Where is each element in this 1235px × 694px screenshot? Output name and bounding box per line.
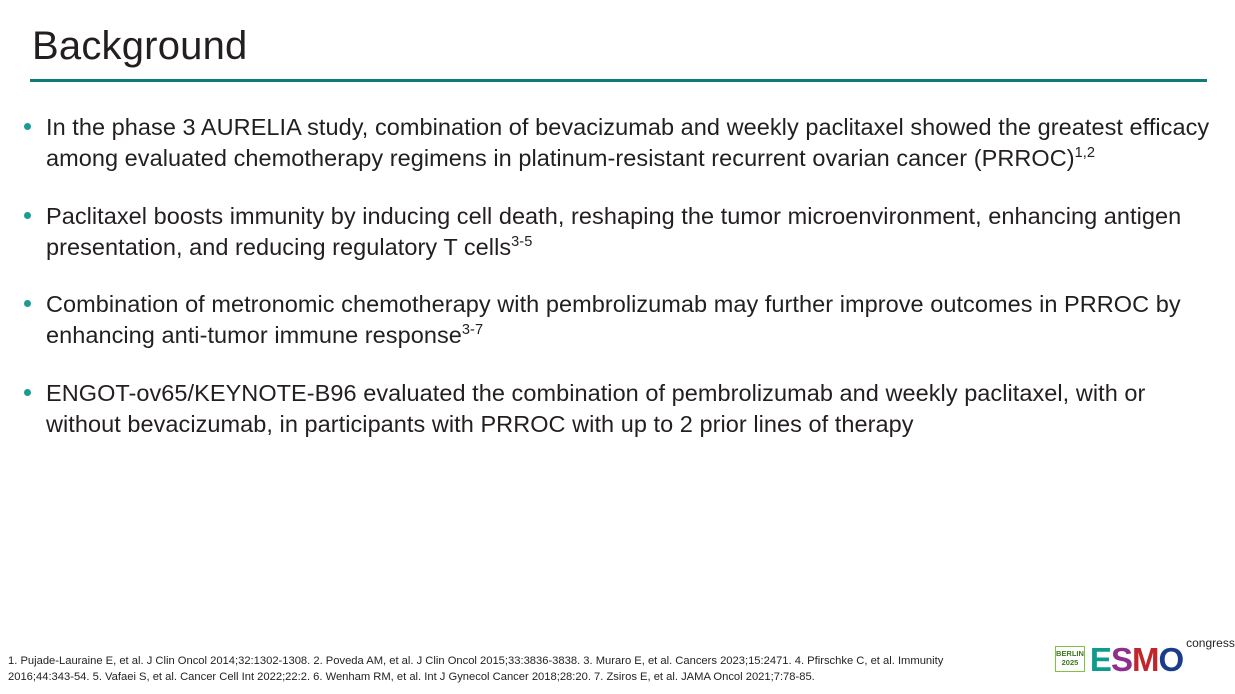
esmo-letter-o: O <box>1158 640 1184 678</box>
bullet-dot-icon <box>24 289 46 307</box>
page-title: Background <box>32 24 248 68</box>
bullet-body: Paclitaxel boosts immunity by inducing cell death, reshaping the tumor microenvironment, enhancing antigen presentation, and reducing regulatory T cells <box>46 202 1182 260</box>
logo-year: 2025 <box>1061 658 1079 667</box>
esmo-congress-logo <box>1049 630 1235 688</box>
esmo-letter-e: E <box>1089 640 1111 678</box>
esmo-wordmark-icon <box>1089 640 1184 678</box>
list-item <box>24 112 1216 175</box>
bullet-dot-icon <box>24 112 46 130</box>
list-item <box>24 378 1216 441</box>
bullet-body: Combination of metronomic chemotherapy with pembrolizumab may further improve outcomes in PRROC by enhancing anti-tumor immune response <box>46 291 1181 349</box>
bullet-text <box>46 112 1216 175</box>
bullet-dot-icon <box>24 378 46 396</box>
references-footnote: 1. Pujade-Lauraine E, et al. J Clin Oncol 2014;32:1302-1308. 2. Poveda AM, et al. J Clin Oncol 2015;33:3836-3838. 3. Muraro E, et al. Cancers 2023;15:2471. 4. Pfirschke C, et al. Immunity 2016;44:343-54. 5. Vafaei S, et al. Cancer Cell Int 2022;22:2. 6. Wenham RM, et al. Int J Gynecol Cancer 2018;28:20. 7. Zsiros E, et al. JAMA Oncol 2021;7:78-85. <box>8 655 944 684</box>
bullet-text <box>46 201 1216 264</box>
congress-label: congress <box>1186 636 1235 650</box>
bullet-superscript: 3-7 <box>461 322 484 339</box>
bullet-text <box>46 378 1216 441</box>
logo-city: BERLIN <box>1056 649 1084 659</box>
esmo-letter-s: S <box>1110 640 1132 678</box>
list-item <box>24 201 1216 264</box>
bullet-body: ENGOT-ov65/KEYNOTE-B96 evaluated the combination of pembrolizumab and weekly paclitaxel, with or without bevacizumab, in participants with PRROC with up to 2 prior lines of therapy <box>46 379 1146 437</box>
bullet-body: In the phase 3 AURELIA study, combination of bevacizumab and weekly paclitaxel showed the greatest efficacy among evaluated chemotherapy regimens in platinum-resistant recurrent ovarian cancer (PRROC) <box>46 114 1210 172</box>
bullet-dot-icon <box>24 201 46 219</box>
list-item <box>24 289 1216 352</box>
bullet-superscript: 3-5 <box>511 233 533 250</box>
esmo-letter-m: M <box>1131 640 1159 678</box>
title-divider <box>30 79 1207 82</box>
bullet-superscript: 1,2 <box>1074 145 1096 162</box>
bullet-text <box>46 289 1216 352</box>
berlin-2025-badge-icon <box>1055 646 1085 672</box>
bullet-list <box>24 112 1216 466</box>
